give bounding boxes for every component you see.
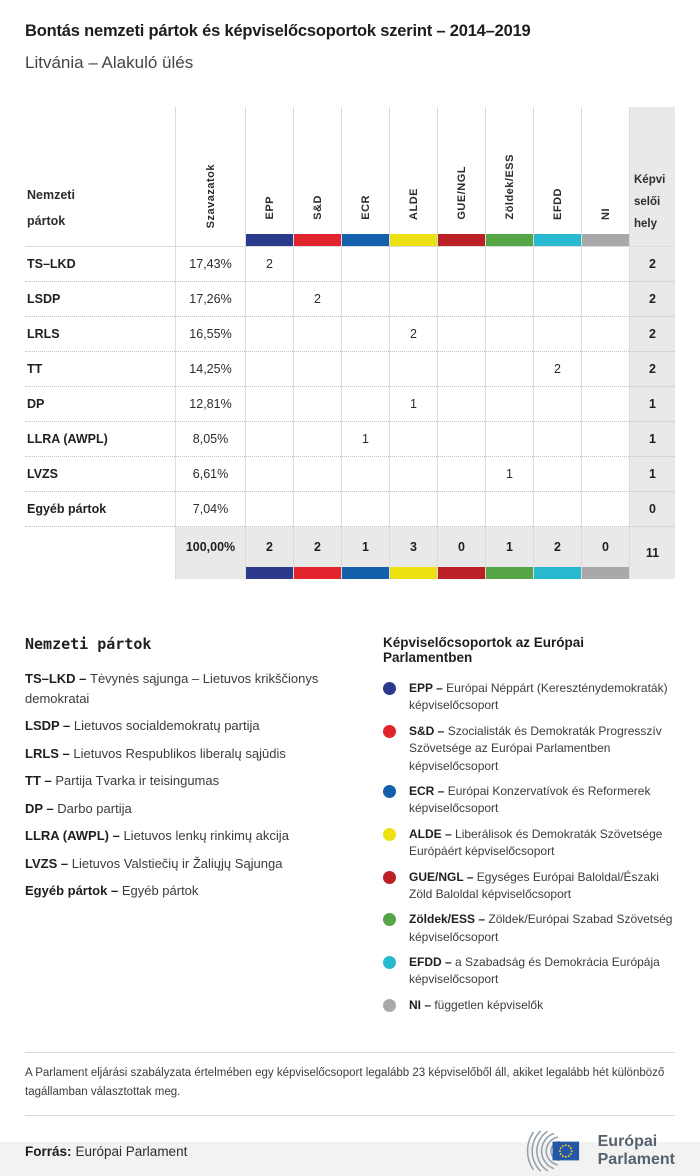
seat-count-cell	[533, 457, 581, 492]
seat-count-cell	[245, 492, 293, 527]
seat-count-cell	[533, 282, 581, 317]
col-header-group-guengl: GUE/NGL	[437, 107, 485, 247]
legend-item-text: Egyéb pártok – Egyéb pártok	[25, 883, 199, 898]
seat-count-cell	[245, 387, 293, 422]
seat-count-cell	[293, 352, 341, 387]
seat-count-cell	[389, 457, 437, 492]
party-name-cell: LVZS	[25, 457, 175, 492]
seat-count-cell	[293, 422, 341, 457]
seat-count-cell	[341, 457, 389, 492]
group-color-bar	[486, 234, 533, 246]
seat-count-cell	[389, 282, 437, 317]
seat-count-cell	[293, 317, 341, 352]
total-seat-cell: 0	[581, 527, 629, 579]
seat-count-cell	[341, 387, 389, 422]
seat-count-cell: 2	[293, 282, 341, 317]
seat-count-cell	[485, 247, 533, 282]
party-name-cell: LSDP	[25, 282, 175, 317]
legend-section	[25, 635, 675, 1022]
legend-item	[383, 723, 675, 775]
legend-item-text: LLRA (AWPL) – Lietuvos lenkų rinkimų akcija	[25, 828, 289, 843]
group-color-bar	[294, 234, 341, 246]
col-header-votes: Szavazatok	[175, 107, 245, 247]
legend-color-dot	[383, 999, 396, 1012]
seat-count-cell	[293, 492, 341, 527]
source-value: Európai Parlament	[75, 1143, 188, 1159]
seat-count-cell	[293, 247, 341, 282]
legend-color-dot	[383, 913, 396, 926]
seat-count-cell	[293, 387, 341, 422]
legend-item-text: Zöldek/ESS – Zöldek/Európai Szabad Szövetség képviselőcsoport	[409, 912, 673, 944]
seat-count-cell	[581, 387, 629, 422]
legend-item-text: LSDP – Lietuvos socialdemokratų partija	[25, 718, 260, 733]
legend-color-dot	[383, 956, 396, 969]
seat-count-cell	[437, 352, 485, 387]
seat-count-cell	[341, 247, 389, 282]
legend-color-dot	[383, 725, 396, 738]
group-color-bar	[582, 567, 629, 579]
total-seat-cell: 0	[437, 527, 485, 579]
votes-cell: 6,61%	[175, 457, 245, 492]
seat-count-cell	[485, 352, 533, 387]
european-parliament-logo	[506, 1126, 675, 1176]
group-color-bar	[582, 234, 629, 246]
seat-count-cell	[533, 422, 581, 457]
seat-count-cell	[437, 282, 485, 317]
legend-item	[383, 783, 675, 818]
legend-item	[25, 669, 355, 708]
seat-count-cell	[389, 422, 437, 457]
legend-item-text: NI – független képviselők	[409, 997, 544, 1012]
group-color-bar	[294, 567, 341, 579]
col-header-seats: Képviselői hely	[629, 107, 675, 247]
col-header-group-epp: EPP	[245, 107, 293, 247]
col-header-group-alde: ALDE	[389, 107, 437, 247]
legend-item-text: EFDD – a Szabadság és Demokrácia Európája képviselőcsoport	[409, 955, 660, 987]
page-subtitle: Litvánia – Alakuló ülés	[25, 53, 194, 72]
seat-count-cell	[245, 457, 293, 492]
row-total-cell: 1	[629, 457, 675, 492]
legend-item-text: GUE/NGL – Egységes Európai Baloldal/Északi Zöld Baloldal képviselőcsoport	[409, 869, 659, 901]
group-color-bar	[486, 567, 533, 579]
group-color-bar	[438, 234, 485, 246]
legend-item	[25, 881, 355, 901]
col-header-group-sd: S&D	[293, 107, 341, 247]
total-seat-cell: 2	[293, 527, 341, 579]
row-total-cell: 2	[629, 282, 675, 317]
total-seat-cell: 2	[245, 527, 293, 579]
seat-count-cell	[533, 317, 581, 352]
footer	[25, 1126, 675, 1176]
legend-item-text: DP – Darbo partija	[25, 800, 132, 816]
source-label: Forrás:	[25, 1143, 72, 1159]
seat-count-cell: 2	[533, 352, 581, 387]
seat-count-cell	[581, 422, 629, 457]
legend-item	[383, 954, 675, 989]
legend-color-dot	[383, 828, 396, 841]
seat-count-cell	[437, 387, 485, 422]
col-header-group-ecr: ECR	[341, 107, 389, 247]
group-color-bar	[534, 567, 581, 579]
legend-item-text: LVZS – Lietuvos Valstiečių ir Žaliųjų Sąjunga	[25, 855, 283, 871]
seat-count-cell	[485, 317, 533, 352]
legend-item	[25, 826, 355, 846]
legend-item	[383, 997, 675, 1014]
group-color-bar	[390, 234, 437, 246]
total-seat-cell: 1	[485, 527, 533, 579]
seat-count-cell	[437, 247, 485, 282]
seat-count-cell: 1	[389, 387, 437, 422]
legend-item	[383, 869, 675, 904]
seat-count-cell	[437, 317, 485, 352]
seat-count-cell	[533, 387, 581, 422]
seat-count-cell	[533, 247, 581, 282]
seat-count-cell: 1	[341, 422, 389, 457]
seat-count-cell	[437, 492, 485, 527]
seat-count-cell	[485, 282, 533, 317]
footnote: A Parlament eljárási szabályzata értelmében egy képviselőcsoport legalább 23 képviselőből áll, akiket legalább hét különböző tagállamban választottak meg.	[25, 1052, 675, 1116]
legend-color-dot	[383, 785, 396, 798]
legend-item-text: TS–LKD – Tėvynės sąjunga – Lietuvos krikščionys demokratai	[25, 671, 319, 706]
legend-item	[25, 771, 355, 791]
legend-groups-list	[383, 680, 675, 1014]
seat-count-cell	[581, 282, 629, 317]
page-title: Bontás nemzeti pártok és képviselőcsoportok szerint – 2014–2019	[25, 22, 531, 40]
group-color-bar	[246, 234, 293, 246]
source-line	[25, 1144, 187, 1159]
seat-count-cell: 2	[389, 317, 437, 352]
col-header-group-efdd: EFDD	[533, 107, 581, 247]
seat-count-cell: 2	[245, 247, 293, 282]
group-color-bar	[390, 567, 437, 579]
seat-count-cell	[581, 352, 629, 387]
group-color-bar	[534, 234, 581, 246]
seat-count-cell	[341, 282, 389, 317]
seat-count-cell	[437, 457, 485, 492]
row-total-cell: 0	[629, 492, 675, 527]
legend-item	[25, 799, 355, 819]
legend-parties-list	[25, 669, 355, 901]
seat-count-cell	[341, 352, 389, 387]
legend-item	[25, 716, 355, 736]
votes-cell: 17,43%	[175, 247, 245, 282]
party-name-cell: LRLS	[25, 317, 175, 352]
legend-item	[383, 826, 675, 861]
votes-cell: 12,81%	[175, 387, 245, 422]
total-votes-cell: 100,00%	[175, 527, 245, 579]
seat-count-cell	[581, 457, 629, 492]
votes-cell: 8,05%	[175, 422, 245, 457]
results-table	[25, 107, 675, 579]
seat-count-cell	[341, 317, 389, 352]
legend-political-groups	[355, 635, 675, 1022]
group-color-bar	[342, 234, 389, 246]
row-total-cell: 2	[629, 247, 675, 282]
legend-item-text: LRLS – Lietuvos Respublikos liberalų sąjūdis	[25, 745, 286, 761]
seat-count-cell	[485, 492, 533, 527]
group-color-bar	[342, 567, 389, 579]
legend-item-text: ALDE – Liberálisok és Demokraták Szövetsége Európáért képviselőcsoport	[409, 826, 663, 859]
seat-count-cell	[389, 492, 437, 527]
ep-logo-line1: Európai	[597, 1132, 658, 1150]
total-seat-cell: 1	[341, 527, 389, 579]
legend-item-text: TT – Partija Tvarka ir teisingumas	[25, 773, 220, 788]
col-header-group-ni: NI	[581, 107, 629, 247]
votes-cell: 16,55%	[175, 317, 245, 352]
legend-item	[25, 854, 355, 874]
legend-color-dot	[383, 871, 396, 884]
seat-count-cell	[485, 422, 533, 457]
legend-item-text: ECR – Európai Konzervatívok és Reformerek képviselőcsoport	[409, 783, 651, 816]
seat-count-cell	[341, 492, 389, 527]
grand-total-cell: 11	[629, 527, 675, 579]
row-total-cell: 1	[629, 422, 675, 457]
ep-hemicycle-icon	[506, 1126, 592, 1176]
legend-item-text: EPP – Európai Néppárt (Kereszténydemokraták) képviselőcsoport	[409, 681, 668, 713]
seat-count-cell	[389, 247, 437, 282]
group-color-bar	[438, 567, 485, 579]
seat-count-cell	[245, 422, 293, 457]
votes-cell: 7,04%	[175, 492, 245, 527]
seat-count-cell: 1	[485, 457, 533, 492]
seat-count-cell	[437, 422, 485, 457]
votes-cell: 14,25%	[175, 352, 245, 387]
legend-item	[25, 744, 355, 764]
ep-logo-line2: Parlament	[597, 1151, 675, 1169]
party-name-cell: Egyéb pártok	[25, 492, 175, 527]
seat-count-cell	[389, 352, 437, 387]
legend-item	[383, 911, 675, 946]
party-name-cell: TS–LKD	[25, 247, 175, 282]
legend-item-text: S&D – Szocialisták és Demokraták Progresszív Szövetsége az Európai Parlamentben képviselőcsoport	[409, 723, 662, 773]
row-total-cell: 2	[629, 317, 675, 352]
seat-count-cell	[485, 387, 533, 422]
group-color-bar	[246, 567, 293, 579]
total-seat-cell: 2	[533, 527, 581, 579]
legend-color-dot	[383, 682, 396, 695]
seat-count-cell	[245, 352, 293, 387]
seat-count-cell	[293, 457, 341, 492]
col-header-group-zldekess: Zöldek/ESS	[485, 107, 533, 247]
ep-logo-text	[598, 1133, 675, 1170]
votes-cell: 17,26%	[175, 282, 245, 317]
total-seat-cell: 3	[389, 527, 437, 579]
col-header-parties: Nemzeti pártok	[25, 107, 175, 247]
party-name-cell: DP	[25, 387, 175, 422]
total-row-spacer	[25, 527, 175, 579]
legend-item	[383, 680, 675, 715]
legend-groups-title: Képviselőcsoportok az Európai Parlamentben	[383, 635, 585, 665]
legend-national-parties	[25, 635, 355, 1022]
seat-count-cell	[581, 492, 629, 527]
seat-count-cell	[245, 317, 293, 352]
party-name-cell: TT	[25, 352, 175, 387]
seat-count-cell	[245, 282, 293, 317]
seat-count-cell	[581, 317, 629, 352]
seat-count-cell	[581, 247, 629, 282]
party-name-cell: LLRA (AWPL)	[25, 422, 175, 457]
row-total-cell: 1	[629, 387, 675, 422]
legend-parties-title: Nemzeti pártok	[25, 635, 152, 653]
seat-count-cell	[533, 492, 581, 527]
row-total-cell: 2	[629, 352, 675, 387]
